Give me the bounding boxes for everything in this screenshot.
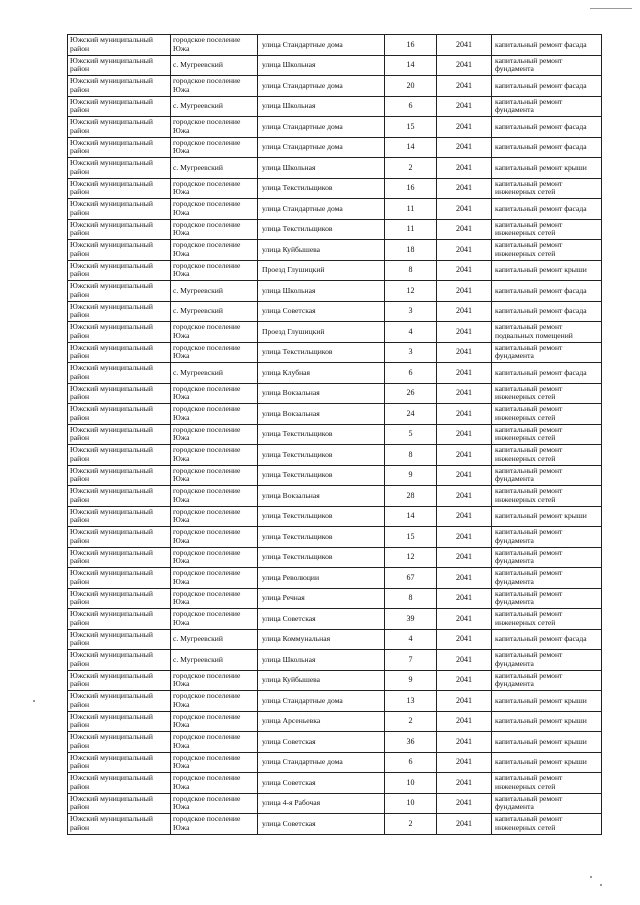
table-row — [68, 793, 602, 814]
street-cell: улица Стандартные дома — [258, 35, 385, 56]
settlement-cell: с. Мугреевский — [171, 158, 258, 179]
district-cell: Южский муниципальный район — [68, 342, 171, 363]
work-type-cell: капитальный ремонт фундамента — [492, 588, 602, 609]
house-number-cell: 8 — [385, 260, 437, 281]
settlement-cell: городское поселение Южа — [171, 424, 258, 445]
settlement-cell: городское поселение Южа — [171, 793, 258, 814]
year-cell: 2041 — [437, 219, 492, 240]
year-cell: 2041 — [437, 281, 492, 302]
street-cell: улица Стандартные дома — [258, 76, 385, 97]
street-cell: улица Советская — [258, 732, 385, 753]
scan-speck — [590, 876, 592, 878]
year-cell: 2041 — [437, 158, 492, 179]
district-cell: Южский муниципальный район — [68, 199, 171, 220]
settlement-cell: с. Мугреевский — [171, 281, 258, 302]
table-row — [68, 96, 602, 117]
district-cell: Южский муниципальный район — [68, 650, 171, 671]
year-cell: 2041 — [437, 260, 492, 281]
settlement-cell: с. Мугреевский — [171, 301, 258, 322]
work-type-cell: капитальный ремонт фасада — [492, 629, 602, 650]
table-row — [68, 383, 602, 404]
house-number-cell: 12 — [385, 281, 437, 302]
settlement-cell: городское поселение Южа — [171, 711, 258, 732]
district-cell: Южский муниципальный район — [68, 178, 171, 199]
street-cell: улица Текстильщиков — [258, 424, 385, 445]
district-cell: Южский муниципальный район — [68, 670, 171, 691]
scan-speck — [33, 700, 35, 702]
table-row — [68, 752, 602, 773]
district-cell: Южский муниципальный район — [68, 629, 171, 650]
year-cell: 2041 — [437, 752, 492, 773]
table-row — [68, 711, 602, 732]
district-cell: Южский муниципальный район — [68, 609, 171, 630]
work-type-cell: капитальный ремонт фундамента — [492, 96, 602, 117]
house-number-cell: 12 — [385, 547, 437, 568]
district-cell: Южский муниципальный район — [68, 322, 171, 343]
street-cell: улица Текстильщиков — [258, 465, 385, 486]
district-cell: Южский муниципальный район — [68, 568, 171, 589]
settlement-cell: городское поселение Южа — [171, 322, 258, 343]
street-cell: улица Клубная — [258, 363, 385, 384]
settlement-cell: городское поселение Южа — [171, 178, 258, 199]
house-number-cell: 14 — [385, 55, 437, 76]
table-row — [68, 486, 602, 507]
settlement-cell: городское поселение Южа — [171, 814, 258, 835]
table-row — [68, 629, 602, 650]
district-cell: Южский муниципальный район — [68, 363, 171, 384]
street-cell: улица Советская — [258, 773, 385, 794]
work-type-cell: капитальный ремонт инженерных сетей — [492, 486, 602, 507]
house-number-cell: 6 — [385, 752, 437, 773]
table-row — [68, 506, 602, 527]
district-cell: Южский муниципальный район — [68, 137, 171, 158]
table-row — [68, 117, 602, 138]
street-cell: улица Советская — [258, 814, 385, 835]
house-number-cell: 26 — [385, 383, 437, 404]
year-cell: 2041 — [437, 465, 492, 486]
settlement-cell: городское поселение Южа — [171, 568, 258, 589]
work-type-cell: капитальный ремонт фундамента — [492, 670, 602, 691]
work-type-cell: капитальный ремонт инженерных сетей — [492, 445, 602, 466]
settlement-cell: городское поселение Южа — [171, 219, 258, 240]
table-row — [68, 342, 602, 363]
work-type-cell: капитальный ремонт фасада — [492, 117, 602, 138]
street-cell: улица Арсеньевка — [258, 711, 385, 732]
table-row — [68, 363, 602, 384]
settlement-cell: городское поселение Южа — [171, 199, 258, 220]
work-type-cell: капитальный ремонт фасада — [492, 35, 602, 56]
year-cell: 2041 — [437, 199, 492, 220]
house-number-cell: 9 — [385, 465, 437, 486]
scan-mark — [590, 8, 632, 9]
scan-speck — [600, 884, 602, 886]
house-number-cell: 11 — [385, 199, 437, 220]
table-row — [68, 55, 602, 76]
settlement-cell: с. Мугреевский — [171, 55, 258, 76]
work-type-cell: капитальный ремонт фундамента — [492, 342, 602, 363]
house-number-cell: 11 — [385, 219, 437, 240]
work-type-cell: капитальный ремонт фасада — [492, 281, 602, 302]
year-cell: 2041 — [437, 322, 492, 343]
district-cell: Южский муниципальный район — [68, 281, 171, 302]
year-cell: 2041 — [437, 506, 492, 527]
house-number-cell: 3 — [385, 342, 437, 363]
street-cell: улица Коммунальная — [258, 629, 385, 650]
table-body — [68, 35, 602, 835]
work-type-cell: капитальный ремонт фасада — [492, 363, 602, 384]
work-type-cell: капитальный ремонт инженерных сетей — [492, 609, 602, 630]
street-cell: улица Текстильщиков — [258, 219, 385, 240]
work-type-cell: капитальный ремонт инженерных сетей — [492, 814, 602, 835]
settlement-cell: с. Мугреевский — [171, 650, 258, 671]
street-cell: Проезд Глушицкий — [258, 260, 385, 281]
street-cell: улица Вокзальная — [258, 486, 385, 507]
district-cell: Южский муниципальный район — [68, 547, 171, 568]
house-number-cell: 10 — [385, 773, 437, 794]
house-number-cell: 14 — [385, 137, 437, 158]
house-number-cell: 14 — [385, 506, 437, 527]
district-cell: Южский муниципальный район — [68, 773, 171, 794]
table-row — [68, 424, 602, 445]
year-cell: 2041 — [437, 609, 492, 630]
street-cell: улица Текстильщиков — [258, 527, 385, 548]
house-number-cell: 16 — [385, 35, 437, 56]
table-row — [68, 773, 602, 794]
year-cell: 2041 — [437, 96, 492, 117]
work-type-cell: капитальный ремонт крыши — [492, 732, 602, 753]
year-cell: 2041 — [437, 650, 492, 671]
table-row — [68, 260, 602, 281]
street-cell: улица Текстильщиков — [258, 178, 385, 199]
year-cell: 2041 — [437, 404, 492, 425]
table-row — [68, 527, 602, 548]
work-type-cell: капитальный ремонт фасада — [492, 199, 602, 220]
street-cell: улица Вокзальная — [258, 404, 385, 425]
table-row — [68, 670, 602, 691]
work-type-cell: капитальный ремонт инженерных сетей — [492, 773, 602, 794]
table-row — [68, 35, 602, 56]
table-row — [68, 158, 602, 179]
year-cell: 2041 — [437, 383, 492, 404]
work-type-cell: капитальный ремонт крыши — [492, 260, 602, 281]
house-number-cell: 15 — [385, 117, 437, 138]
district-cell: Южский муниципальный район — [68, 424, 171, 445]
street-cell: улица Школьная — [258, 96, 385, 117]
work-type-cell: капитальный ремонт фундамента — [492, 650, 602, 671]
street-cell: улица Стандартные дома — [258, 752, 385, 773]
house-number-cell: 20 — [385, 76, 437, 97]
street-cell: улица 4-я Рабочая — [258, 793, 385, 814]
year-cell: 2041 — [437, 629, 492, 650]
table-row — [68, 650, 602, 671]
district-cell: Южский муниципальный район — [68, 486, 171, 507]
work-type-cell: капитальный ремонт инженерных сетей — [492, 219, 602, 240]
work-type-cell: капитальный ремонт фундамента — [492, 568, 602, 589]
settlement-cell: с. Мугреевский — [171, 96, 258, 117]
settlement-cell: городское поселение Южа — [171, 773, 258, 794]
work-type-cell: капитальный ремонт фасада — [492, 76, 602, 97]
street-cell: улица Стандартные дома — [258, 199, 385, 220]
table-row — [68, 691, 602, 712]
year-cell: 2041 — [437, 711, 492, 732]
table-row — [68, 301, 602, 322]
settlement-cell: городское поселение Южа — [171, 465, 258, 486]
work-type-cell: капитальный ремонт крыши — [492, 711, 602, 732]
year-cell: 2041 — [437, 670, 492, 691]
street-cell: улица Текстильщиков — [258, 342, 385, 363]
district-cell: Южский муниципальный район — [68, 506, 171, 527]
year-cell: 2041 — [437, 424, 492, 445]
settlement-cell: городское поселение Южа — [171, 732, 258, 753]
work-type-cell: капитальный ремонт инженерных сетей — [492, 424, 602, 445]
settlement-cell: городское поселение Южа — [171, 486, 258, 507]
work-type-cell: капитальный ремонт крыши — [492, 752, 602, 773]
house-number-cell: 28 — [385, 486, 437, 507]
street-cell: улица Школьная — [258, 650, 385, 671]
work-type-cell: капитальный ремонт фундамента — [492, 465, 602, 486]
house-number-cell: 9 — [385, 670, 437, 691]
settlement-cell: городское поселение Южа — [171, 670, 258, 691]
work-type-cell: капитальный ремонт фундамента — [492, 55, 602, 76]
house-number-cell: 24 — [385, 404, 437, 425]
year-cell: 2041 — [437, 691, 492, 712]
work-type-cell: капитальный ремонт подвальных помещений — [492, 322, 602, 343]
house-number-cell: 6 — [385, 363, 437, 384]
repair-schedule-table — [67, 34, 602, 835]
settlement-cell: городское поселение Южа — [171, 76, 258, 97]
district-cell: Южский муниципальный район — [68, 445, 171, 466]
work-type-cell: капитальный ремонт инженерных сетей — [492, 178, 602, 199]
settlement-cell: с. Мугреевский — [171, 629, 258, 650]
table-row — [68, 445, 602, 466]
street-cell: улица Стандартные дома — [258, 137, 385, 158]
house-number-cell: 16 — [385, 178, 437, 199]
street-cell: улица Школьная — [258, 281, 385, 302]
year-cell: 2041 — [437, 732, 492, 753]
settlement-cell: городское поселение Южа — [171, 342, 258, 363]
district-cell: Южский муниципальный район — [68, 260, 171, 281]
year-cell: 2041 — [437, 240, 492, 261]
district-cell: Южский муниципальный район — [68, 158, 171, 179]
house-number-cell: 7 — [385, 650, 437, 671]
district-cell: Южский муниципальный район — [68, 383, 171, 404]
table-row — [68, 76, 602, 97]
work-type-cell: капитальный ремонт инженерных сетей — [492, 240, 602, 261]
district-cell: Южский муниципальный район — [68, 117, 171, 138]
work-type-cell: капитальный ремонт фасада — [492, 301, 602, 322]
settlement-cell: городское поселение Южа — [171, 445, 258, 466]
work-type-cell: капитальный ремонт крыши — [492, 158, 602, 179]
street-cell: улица Революции — [258, 568, 385, 589]
table-row — [68, 609, 602, 630]
house-number-cell: 67 — [385, 568, 437, 589]
settlement-cell: городское поселение Южа — [171, 240, 258, 261]
district-cell: Южский муниципальный район — [68, 711, 171, 732]
year-cell: 2041 — [437, 773, 492, 794]
settlement-cell: городское поселение Южа — [171, 527, 258, 548]
work-type-cell: капитальный ремонт фундамента — [492, 793, 602, 814]
street-cell: улица Речная — [258, 588, 385, 609]
year-cell: 2041 — [437, 117, 492, 138]
table-row — [68, 814, 602, 835]
table-row — [68, 281, 602, 302]
district-cell: Южский муниципальный район — [68, 691, 171, 712]
street-cell: улица Куйбышева — [258, 240, 385, 261]
district-cell: Южский муниципальный район — [68, 465, 171, 486]
house-number-cell: 36 — [385, 732, 437, 753]
work-type-cell: капитальный ремонт фундамента — [492, 547, 602, 568]
house-number-cell: 2 — [385, 158, 437, 179]
year-cell: 2041 — [437, 527, 492, 548]
district-cell: Южский муниципальный район — [68, 527, 171, 548]
year-cell: 2041 — [437, 588, 492, 609]
street-cell: улица Вокзальная — [258, 383, 385, 404]
street-cell: Проезд Глушицкий — [258, 322, 385, 343]
year-cell: 2041 — [437, 445, 492, 466]
district-cell: Южский муниципальный район — [68, 35, 171, 56]
settlement-cell: городское поселение Южа — [171, 547, 258, 568]
table-row — [68, 137, 602, 158]
street-cell: улица Советская — [258, 301, 385, 322]
house-number-cell: 6 — [385, 96, 437, 117]
work-type-cell: капитальный ремонт фундамента — [492, 527, 602, 548]
settlement-cell: городское поселение Южа — [171, 35, 258, 56]
settlement-cell: городское поселение Южа — [171, 404, 258, 425]
house-number-cell: 10 — [385, 793, 437, 814]
house-number-cell: 13 — [385, 691, 437, 712]
district-cell: Южский муниципальный район — [68, 301, 171, 322]
street-cell: улица Стандартные дома — [258, 117, 385, 138]
district-cell: Южский муниципальный район — [68, 588, 171, 609]
table-row — [68, 588, 602, 609]
house-number-cell: 39 — [385, 609, 437, 630]
street-cell: улица Текстильщиков — [258, 445, 385, 466]
table-row — [68, 568, 602, 589]
house-number-cell: 8 — [385, 445, 437, 466]
settlement-cell: городское поселение Южа — [171, 383, 258, 404]
street-cell: улица Текстильщиков — [258, 547, 385, 568]
year-cell: 2041 — [437, 547, 492, 568]
district-cell: Южский муниципальный район — [68, 240, 171, 261]
table-row — [68, 322, 602, 343]
street-cell: улица Советская — [258, 609, 385, 630]
table-row — [68, 240, 602, 261]
year-cell: 2041 — [437, 342, 492, 363]
table-row — [68, 199, 602, 220]
work-type-cell: капитальный ремонт инженерных сетей — [492, 383, 602, 404]
district-cell: Южский муниципальный район — [68, 404, 171, 425]
table-row — [68, 732, 602, 753]
table-row — [68, 219, 602, 240]
settlement-cell: городское поселение Южа — [171, 752, 258, 773]
year-cell: 2041 — [437, 793, 492, 814]
house-number-cell: 15 — [385, 527, 437, 548]
settlement-cell: городское поселение Южа — [171, 260, 258, 281]
district-cell: Южский муниципальный район — [68, 76, 171, 97]
settlement-cell: городское поселение Южа — [171, 506, 258, 527]
house-number-cell: 2 — [385, 814, 437, 835]
district-cell: Южский муниципальный район — [68, 55, 171, 76]
settlement-cell: городское поселение Южа — [171, 609, 258, 630]
year-cell: 2041 — [437, 137, 492, 158]
settlement-cell: городское поселение Южа — [171, 137, 258, 158]
street-cell: улица Школьная — [258, 55, 385, 76]
settlement-cell: городское поселение Южа — [171, 691, 258, 712]
work-type-cell: капитальный ремонт крыши — [492, 506, 602, 527]
settlement-cell: городское поселение Южа — [171, 117, 258, 138]
year-cell: 2041 — [437, 301, 492, 322]
year-cell: 2041 — [437, 35, 492, 56]
year-cell: 2041 — [437, 178, 492, 199]
district-cell: Южский муниципальный район — [68, 732, 171, 753]
district-cell: Южский муниципальный район — [68, 96, 171, 117]
table-row — [68, 465, 602, 486]
house-number-cell: 8 — [385, 588, 437, 609]
house-number-cell: 4 — [385, 629, 437, 650]
table-row — [68, 404, 602, 425]
street-cell: улица Стандартные дома — [258, 691, 385, 712]
table-row — [68, 178, 602, 199]
year-cell: 2041 — [437, 486, 492, 507]
district-cell: Южский муниципальный район — [68, 793, 171, 814]
district-cell: Южский муниципальный район — [68, 814, 171, 835]
table-row — [68, 547, 602, 568]
work-type-cell: капитальный ремонт фасада — [492, 137, 602, 158]
year-cell: 2041 — [437, 814, 492, 835]
settlement-cell: с. Мугреевский — [171, 363, 258, 384]
work-type-cell: капитальный ремонт крыши — [492, 691, 602, 712]
district-cell: Южский муниципальный район — [68, 752, 171, 773]
year-cell: 2041 — [437, 76, 492, 97]
work-type-cell: капитальный ремонт инженерных сетей — [492, 404, 602, 425]
street-cell: улица Школьная — [258, 158, 385, 179]
year-cell: 2041 — [437, 363, 492, 384]
settlement-cell: городское поселение Южа — [171, 588, 258, 609]
district-cell: Южский муниципальный район — [68, 219, 171, 240]
year-cell: 2041 — [437, 55, 492, 76]
street-cell: улица Текстильщиков — [258, 506, 385, 527]
street-cell: улица Куйбышева — [258, 670, 385, 691]
house-number-cell: 5 — [385, 424, 437, 445]
year-cell: 2041 — [437, 568, 492, 589]
house-number-cell: 3 — [385, 301, 437, 322]
house-number-cell: 18 — [385, 240, 437, 261]
house-number-cell: 4 — [385, 322, 437, 343]
house-number-cell: 2 — [385, 711, 437, 732]
